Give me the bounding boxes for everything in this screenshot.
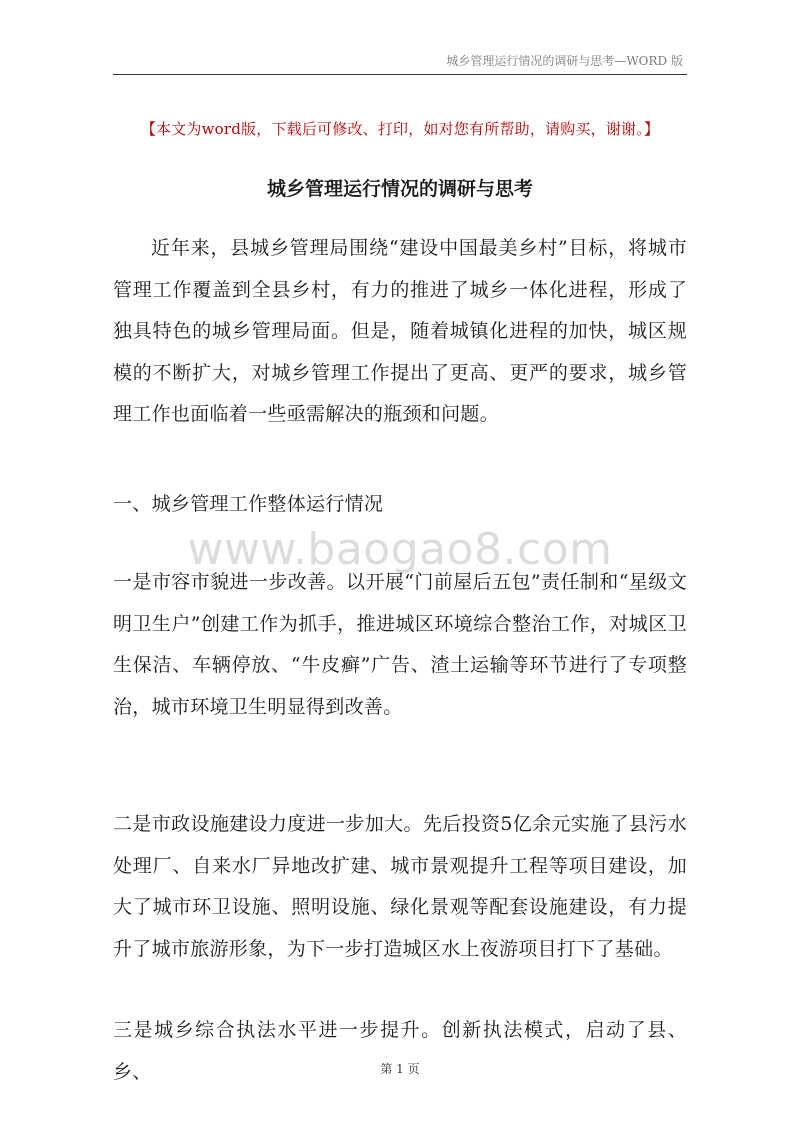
paragraph-item-2: 二是市政设施建设力度进一步加大。先后投资5亿余元实施了县污水处理厂、自来水厂异地改扩建、城市景观提升工程等项目建设，加大了城市环卫设施、照明设施、绿化景观等配套设施建设，有力提升了城市旅游形象，为下一步打造城区水上夜游项目打下了基础。 xyxy=(113,813,687,960)
watermark: www.baogao8.com xyxy=(187,524,613,575)
running-header: 城乡管理运行情况的调研与思考—WORD 版 xyxy=(446,54,683,68)
header-divider xyxy=(113,74,687,75)
document-title: 城乡管理运行情况的调研与思考 xyxy=(266,178,533,200)
section-heading: 一、城乡管理工作整体运行情况 xyxy=(113,493,384,515)
paragraph-item-3: 三是城乡综合执法水平进一步提升。创新执法模式，启动了县、乡、 xyxy=(113,1019,687,1083)
paragraph-item-1: 一是市容市貌进一步改善。以开展“门前屋后五包”责任制和“星级文明卫生户”创建工作为抓手，推进城区环境综合整治工作，对城区卫生保洁、车辆停放、“牛皮癣”广告、渣土运输等环节进行了专项整治，城市环境卫生明显得到改善。 xyxy=(113,571,687,718)
intro-paragraph: 近年来，县城乡管理局围绕“建设中国最美乡村”目标，将城市管理工作覆盖到全县乡村，有力的推进了城乡一体化进程，形成了独具特色的城乡管理局面。但是，随着城镇化进程的加快，城区规模的不断扩大，对城乡管理工作提出了更高、更严的要求，城乡管理工作也面临着一些亟需解决的瓶颈和问题。 xyxy=(113,237,687,425)
purchase-notice: 【本文为word版，下载后可修改、打印，如对您有所帮助，请购买，谢谢。】 xyxy=(140,120,660,138)
page-number: 第 1 页 xyxy=(380,1062,420,1076)
